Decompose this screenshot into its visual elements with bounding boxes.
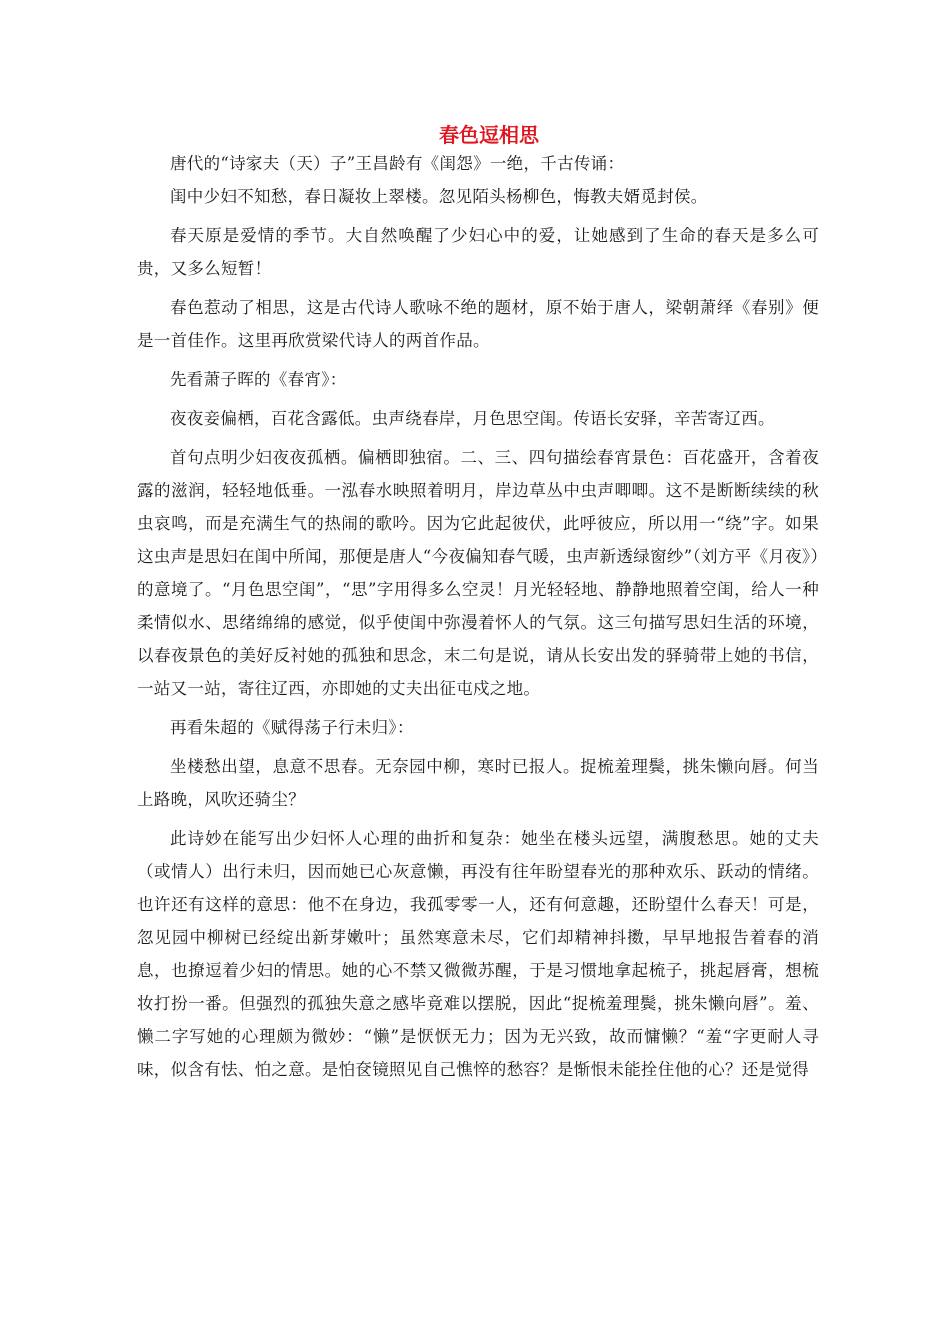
paragraph-intro: 唐代的“诗家夫（天）子”王昌龄有《闺怨》一绝，千古传诵： xyxy=(170,154,625,173)
poem-dangzi: 坐楼愁出望，息意不思春。无奈园中柳，寒时已报人。捉梳羞理鬓，挑朱懒向唇。何当上路晚，风吹还骑尘？ xyxy=(137,757,819,809)
poem-guiyuan: 闺中少妇不知愁，春日凝妆上翠楼。忽见陌头杨柳色，悔教夫婿觅封侯。 xyxy=(170,187,708,206)
document-body xyxy=(137,120,819,1086)
paragraph-second-poem-intro: 再看朱超的《赋得荡子行未归》： xyxy=(170,718,414,737)
paragraph-longing-theme: 春色惹动了相思，这是古代诗人歌咏不绝的题材，原不始于唐人，梁朝萧绎《春别》便是一首佳作。这里再欣赏梁代诗人的两首作品。 xyxy=(137,298,819,350)
paragraph-chunxiao-analysis: 首句点明少妇夜夜孤栖。偏栖即独宿。二、三、四句描绘春宵景色：百花盛开，含着夜露的滋润，轻轻地低垂。一泓春水映照着明月，岸边草丛中虫声唧唧。这不是断断续续的秋虫哀鸣，而是充满生气的热闹的歌吟。因为它此起彼伏，此呼彼应，所以用一“绕”字。如果这虫声是思妇在闺中所闻，那便是唐人“今夜偏知春气暖，虫声新透绿窗纱”（刘方平《月夜》）的意境了。“月色思空闺”，“思”字用得多么空灵！月光轻轻地、静静地照着空闺，给人一种柔情似水、思绪绵绵的感觉，似乎使闺中弥漫着怀人的气氛。这三句描写思妇生活的环境，以春夜景色的美好反衬她的孤独和思念，末二句是说，请从长安出发的驿骑带上她的书信，一站又一站，寄往辽西，亦即她的丈夫出征屯戍之地。 xyxy=(137,448,819,698)
paragraph-dangzi-analysis: 此诗妙在能写出少妇怀人心理的曲折和复杂：她坐在楼头远望，满腹愁思。她的丈夫（或情人）出行未归，因而她已心灰意懒，再没有往年盼望春光的那种欢乐、跃动的情绪。也许还有这样的意思：他不在身边，我孤零零一人，还有何意趣，还盼望什么春天！可是，忽见园中柳树已经绽出新芽嫩叶；虽然寒意未尽，它们却精神抖擞，早早地报告着春的消息，也撩逗着少妇的情思。她的心不禁又微微苏醒，于是习惯地拿起梳子，挑起唇膏，想梳妆打扮一番。但强烈的孤独失意之感毕竟难以摆脱，因此“捉梳羞理鬓，挑朱懒向唇”。羞、懒二字写她的心理颇为微妙：“懒”是恹恹无力；因为无兴致，故而慵懒？“羞“字更耐人寻味，似含有怯、怕之意。是怕奁镜照见自己憔悴的愁容？是惭恨未能拴住他的心？还是觉得 xyxy=(137,829,819,1079)
poem-chunxiao: 夜夜妾偏栖，百花含露低。虫声绕春岸，月色思空闺。传语长安驿，辛苦寄辽西。 xyxy=(170,409,775,428)
paragraph-spring-love: 春天原是爱情的季节。大自然唤醒了少妇心中的爱，让她感到了生命的春天是多么可贵，又多么短暂！ xyxy=(137,226,819,278)
document-title: 春色逗相思 xyxy=(439,123,539,147)
paragraph-first-poem-intro: 先看萧子晖的《春宵》： xyxy=(170,370,347,389)
